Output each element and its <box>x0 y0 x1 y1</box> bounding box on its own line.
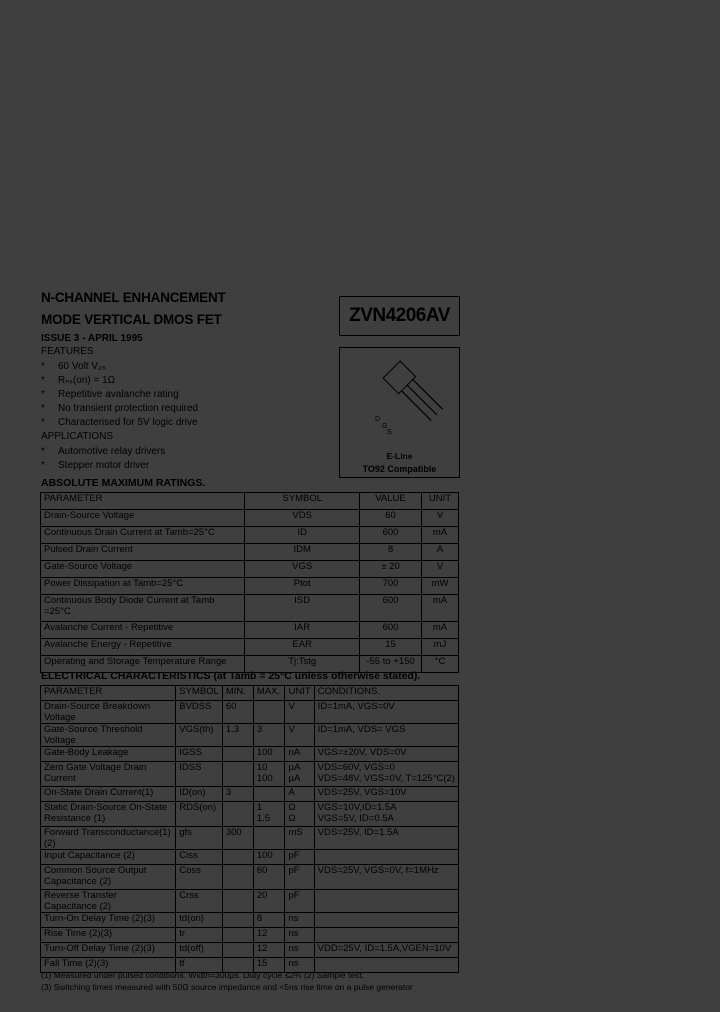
table-cell: VDS=60V, VGS=0 VDS=48V, VGS=0V, T=125°C(2) <box>314 762 458 787</box>
table-cell: RDS(on) <box>176 802 223 827</box>
table-row <box>41 827 459 850</box>
table-row <box>41 701 459 724</box>
table-cell: Fall Time (2)(3) <box>41 958 176 973</box>
package-box <box>339 347 460 478</box>
table-cell: mA <box>422 622 459 639</box>
column-header: MAX. <box>253 686 285 701</box>
to92-package-icon <box>340 348 459 448</box>
pin-label: D <box>375 416 381 423</box>
table-cell: -55 to +150 <box>360 656 422 673</box>
abs-max-table <box>40 492 459 673</box>
features-heading: FEATURES <box>41 346 94 357</box>
table-cell: Avalanche Current - Repetitive <box>41 622 245 639</box>
table-header <box>41 686 459 701</box>
table-row <box>41 943 459 958</box>
table-cell: BVDSS <box>176 701 223 724</box>
table-cell: 15 <box>253 958 285 973</box>
table-cell: VDS=25V, VGS=10V <box>314 787 458 802</box>
table-cell: Continuous Body Diode Current at Tamb =25°C <box>41 595 245 622</box>
table-row <box>41 802 459 827</box>
table-cell: 600 <box>360 622 422 639</box>
table-cell: 12 <box>253 928 285 943</box>
table-cell: 60 <box>253 865 285 890</box>
title-line-2: MODE VERTICAL DMOS FET <box>41 312 222 327</box>
table-cell: 60 <box>360 510 422 527</box>
table-row <box>41 787 459 802</box>
table-cell: IDSS <box>176 762 223 787</box>
table-row <box>41 913 459 928</box>
table-cell: Reverse Transfer Capacitance (2) <box>41 890 176 913</box>
table-row <box>41 865 459 890</box>
table-cell: V <box>285 724 314 747</box>
column-header: CONDITIONS. <box>314 686 458 701</box>
table-cell: 600 <box>360 595 422 622</box>
table-cell: 60 <box>222 701 253 724</box>
table-cell: A <box>422 544 459 561</box>
pin-label: G <box>382 423 388 430</box>
table-cell <box>222 913 253 928</box>
table-cell: IDM <box>245 544 360 561</box>
table-row <box>41 561 459 578</box>
table-cell <box>222 802 253 827</box>
table-cell: 15 <box>360 639 422 656</box>
table-header <box>41 493 459 510</box>
table-cell: Zero Gate Voltage Drain Current <box>41 762 176 787</box>
table-row <box>41 510 459 527</box>
table-cell: Crss <box>176 890 223 913</box>
table-row <box>41 622 459 639</box>
table-cell: IGSS <box>176 747 223 762</box>
table-row <box>41 850 459 865</box>
table-cell: Operating and Storage Temperature Range <box>41 656 245 673</box>
table-cell: IAR <box>245 622 360 639</box>
table-row <box>41 928 459 943</box>
applications-heading: APPLICATIONS <box>41 431 114 442</box>
table-cell: Continuous Drain Current at Tamb=25°C <box>41 527 245 544</box>
table-cell: Gate-Source Voltage <box>41 561 245 578</box>
table-cell: VGS <box>245 561 360 578</box>
table-cell: 1 1.5 <box>253 802 285 827</box>
table-cell <box>222 850 253 865</box>
table-cell <box>222 762 253 787</box>
table-cell <box>253 827 285 850</box>
table-cell: 100 <box>253 747 285 762</box>
table-cell: ns <box>285 943 314 958</box>
table-cell: ± 20 <box>360 561 422 578</box>
table-cell: V <box>422 561 459 578</box>
table-cell: ID <box>245 527 360 544</box>
table-cell: VGS(th) <box>176 724 223 747</box>
table-cell: VDD=25V, ID=1.5A,VGEN=10V <box>314 943 458 958</box>
package-compat: TO92 Compatible <box>362 464 437 474</box>
table-cell: Turn-On Delay Time (2)(3) <box>41 913 176 928</box>
table-cell: td(on) <box>176 913 223 928</box>
table-cell <box>222 747 253 762</box>
table-cell: pF <box>285 865 314 890</box>
table-cell: Rise Time (2)(3) <box>41 928 176 943</box>
table-cell: tr <box>176 928 223 943</box>
table-cell: mJ <box>422 639 459 656</box>
table-cell: Avalanche Energy - Repetitive <box>41 639 245 656</box>
title-line-1: N-CHANNEL ENHANCEMENT <box>41 290 226 305</box>
table-cell: Drain-Source Voltage <box>41 510 245 527</box>
table-cell: pF <box>285 890 314 913</box>
table-cell <box>253 787 285 802</box>
table-cell: VGS=±20V, VDS=0V <box>314 747 458 762</box>
table-cell: VGS=10V,ID=1.5A VGS=5V, ID=0.5A <box>314 802 458 827</box>
table-cell: 20 <box>253 890 285 913</box>
column-header: UNIT <box>285 686 314 701</box>
table-cell <box>253 701 285 724</box>
table-cell: Power Dissipation at Tamb=25°C <box>41 578 245 595</box>
table-cell: VDS=25V, VGS=0V, f=1MHz <box>314 865 458 890</box>
column-header: UNIT <box>422 493 459 510</box>
table-cell: ns <box>285 928 314 943</box>
table-cell: 3 <box>222 787 253 802</box>
table-cell <box>222 943 253 958</box>
table-cell: Static Drain-Source On-State Resistance (1) <box>41 802 176 827</box>
table-cell: 1.3 <box>222 724 253 747</box>
table-row <box>41 527 459 544</box>
table-cell: pF <box>285 850 314 865</box>
elec-table <box>40 685 459 973</box>
table-cell: A <box>285 787 314 802</box>
table-cell: ID=1mA, VDS= VGS <box>314 724 458 747</box>
table-cell: 8 <box>360 544 422 561</box>
table-cell: EAR <box>245 639 360 656</box>
table-cell: 12 <box>253 943 285 958</box>
column-header: VALUE <box>360 493 422 510</box>
table-row <box>41 544 459 561</box>
part-number: ZVN4206AV <box>339 296 460 336</box>
table-cell: Ciss <box>176 850 223 865</box>
table-cell: °C <box>422 656 459 673</box>
footnote: (1) Measured under pulsed conditions. Width=300µs. Duty cycle ≤2% (2) Sample test. <box>41 970 365 980</box>
table-cell: mS <box>285 827 314 850</box>
table-row <box>41 724 459 747</box>
table-cell: mA <box>422 527 459 544</box>
column-header: PARAMETER <box>41 493 245 510</box>
table-cell <box>222 928 253 943</box>
table-cell: 700 <box>360 578 422 595</box>
column-header: PARAMETER <box>41 686 176 701</box>
table-row <box>41 595 459 622</box>
table-row <box>41 762 459 787</box>
table-cell: Drain-Source Breakdown Voltage <box>41 701 176 724</box>
column-header: SYMBOL <box>245 493 360 510</box>
table-cell: Common Source Output Capacitance (2) <box>41 865 176 890</box>
table-row <box>41 578 459 595</box>
abs-max-heading: ABSOLUTE MAXIMUM RATINGS. <box>41 477 206 489</box>
table-cell: Coss <box>176 865 223 890</box>
table-cell: Ptot <box>245 578 360 595</box>
table-cell: nA <box>285 747 314 762</box>
table-cell: VDS=25V, ID=1.5A <box>314 827 458 850</box>
footnote: (3) Switching times measured with 50Ω source impedance and <5ns rise time on a pulse generator <box>41 982 413 992</box>
table-cell: Forward Transconductance(1)(2) <box>41 827 176 850</box>
table-cell <box>314 850 458 865</box>
column-header: MIN. <box>222 686 253 701</box>
table-cell: 3 <box>253 724 285 747</box>
table-cell: Tj:Tstg <box>245 656 360 673</box>
column-header: SYMBOL <box>176 686 223 701</box>
table-cell: V <box>422 510 459 527</box>
table-cell: Gate-Source Threshold Voltage <box>41 724 176 747</box>
table-cell: tf <box>176 958 223 973</box>
table-cell: Ω Ω <box>285 802 314 827</box>
table-row <box>41 747 459 762</box>
table-cell: ISD <box>245 595 360 622</box>
table-cell: 100 <box>253 850 285 865</box>
package-name: E-Line <box>386 451 413 461</box>
table-cell: V <box>285 701 314 724</box>
table-cell: mW <box>422 578 459 595</box>
table-cell: On-State Drain Current(1) <box>41 787 176 802</box>
table-cell: mA <box>422 595 459 622</box>
table-cell: 10 100 <box>253 762 285 787</box>
table-cell: Pulsed Drain Current <box>41 544 245 561</box>
table-cell: 600 <box>360 527 422 544</box>
table-cell: ns <box>285 958 314 973</box>
table-cell: 8 <box>253 913 285 928</box>
table-cell <box>314 928 458 943</box>
table-cell: ID(on) <box>176 787 223 802</box>
table-cell: Turn-Off Delay Time (2)(3) <box>41 943 176 958</box>
table-cell: Input Capacitance (2) <box>41 850 176 865</box>
issue-line: ISSUE 3 - APRIL 1995 <box>41 333 143 344</box>
table-cell: td(off) <box>176 943 223 958</box>
table-row <box>41 639 459 656</box>
pin-label: S <box>387 429 392 436</box>
table-cell <box>314 913 458 928</box>
table-cell: gfs <box>176 827 223 850</box>
table-cell: VDS <box>245 510 360 527</box>
table-cell: Gate-Body Leakage <box>41 747 176 762</box>
table-cell <box>314 890 458 913</box>
table-cell: ns <box>285 913 314 928</box>
table-cell: 300 <box>222 827 253 850</box>
table-cell <box>222 890 253 913</box>
table-row <box>41 890 459 913</box>
elec-heading: ELECTRICAL CHARACTERISTICS (at Tamb = 25°C unless otherwise stated). <box>41 670 421 682</box>
table-cell <box>222 865 253 890</box>
table-cell: ID=1mA, VGS=0V <box>314 701 458 724</box>
table-cell: µA µA <box>285 762 314 787</box>
